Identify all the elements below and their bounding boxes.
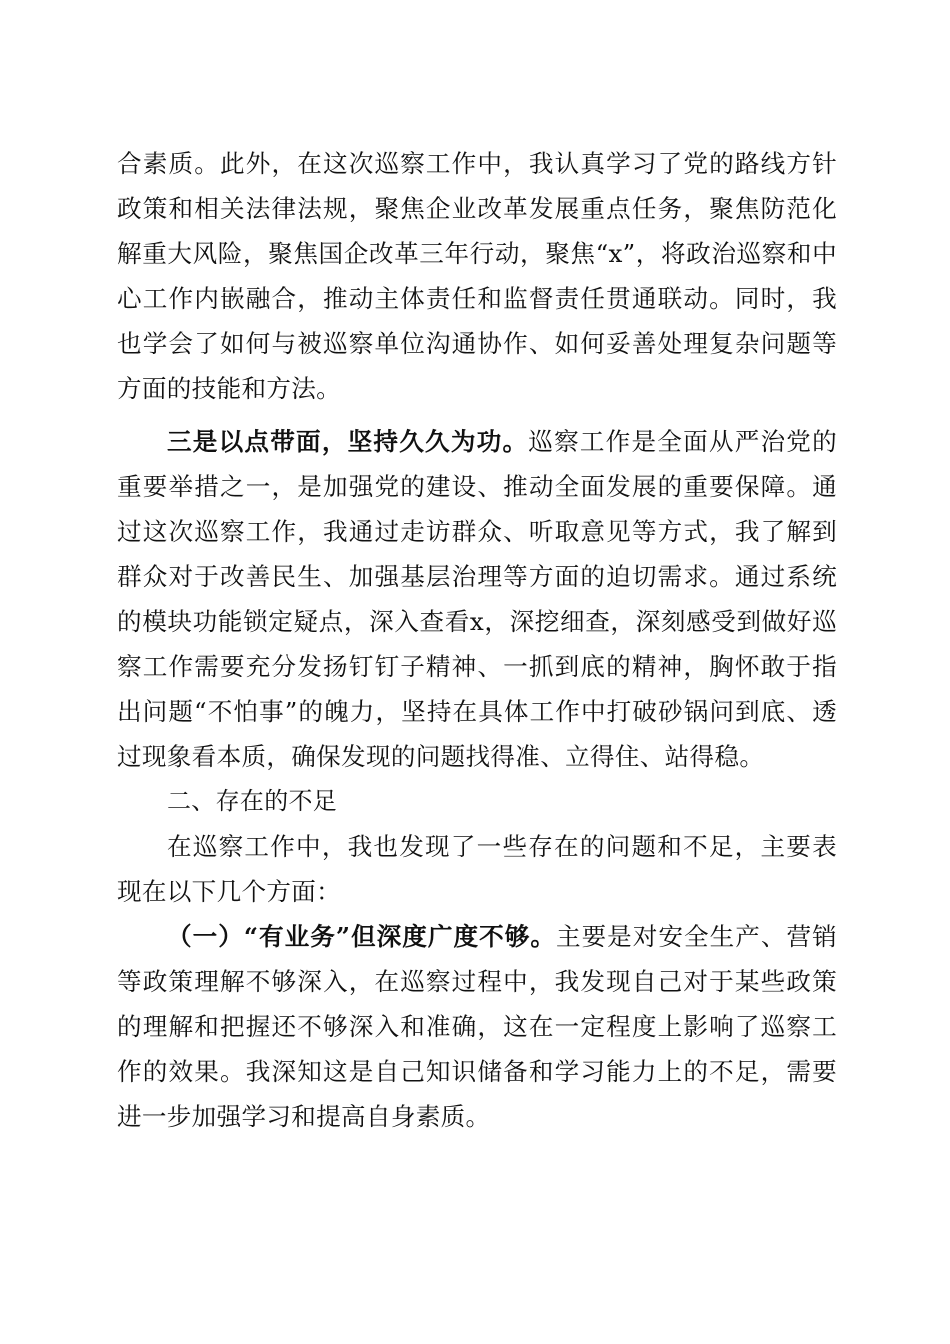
paragraph-lead: （一）“有业务”但深度广度不够。	[167, 922, 556, 951]
paragraph-lead: 三是以点带面，坚持久久为功。	[167, 427, 529, 456]
paragraph-continuation: 合素质。此外，在这次巡察工作中，我认真学习了党的路线方针政策和相关法律法规，聚焦企业改革发展重点任务，聚焦防范化解重大风险，聚焦国企改革三年行动，聚焦“x”，将政治巡察和中心工作内嵌融合，推动主体责任和监督责任贯通联动。同时，我也学会了如何与被巡察单位沟通协作、如何妥善处理复杂问题等方面的技能和方法。	[117, 149, 837, 403]
document-body	[117, 141, 837, 1139]
paragraph-text: 巡察工作是全面从严治党的重要举措之一，是加强党的建设、推动全面发展的重要保障。通过这次巡察工作，我通过走访群众、听取意见等方式，我了解到群众对于改善民生、加强基层治理等方面的迫切需求。通过系统的模块功能锁定疑点，深入查看x，深挖细查，深刻感受到做好巡察工作需要充分发扬钉钉子精神、一抓到底的精神，胸怀敢于指出问题“不怕事”的魄力，坚持在具体工作中打破砂锅问到底、透过现象看本质，确保发现的问题找得准、立得住、站得稳。	[117, 427, 838, 771]
paragraph-text: 主要是对安全生产、营销等政策理解不够深入，在巡察过程中，我发现自己对于某些政策的理解和把握还不够深入和准确，这在一定程度上影响了巡察工作的效果。我深知这是自己知识储备和学习能力上的不足，需要进一步加强学习和提高自身素质。	[117, 922, 837, 1131]
paragraph-point-three	[117, 419, 837, 779]
paragraph-intro: 在巡察工作中，我也发现了一些存在的问题和不足，主要表现在以下几个方面：	[117, 832, 837, 906]
paragraph-item-one	[117, 914, 837, 1139]
section-heading: 二、存在的不足	[167, 787, 338, 815]
